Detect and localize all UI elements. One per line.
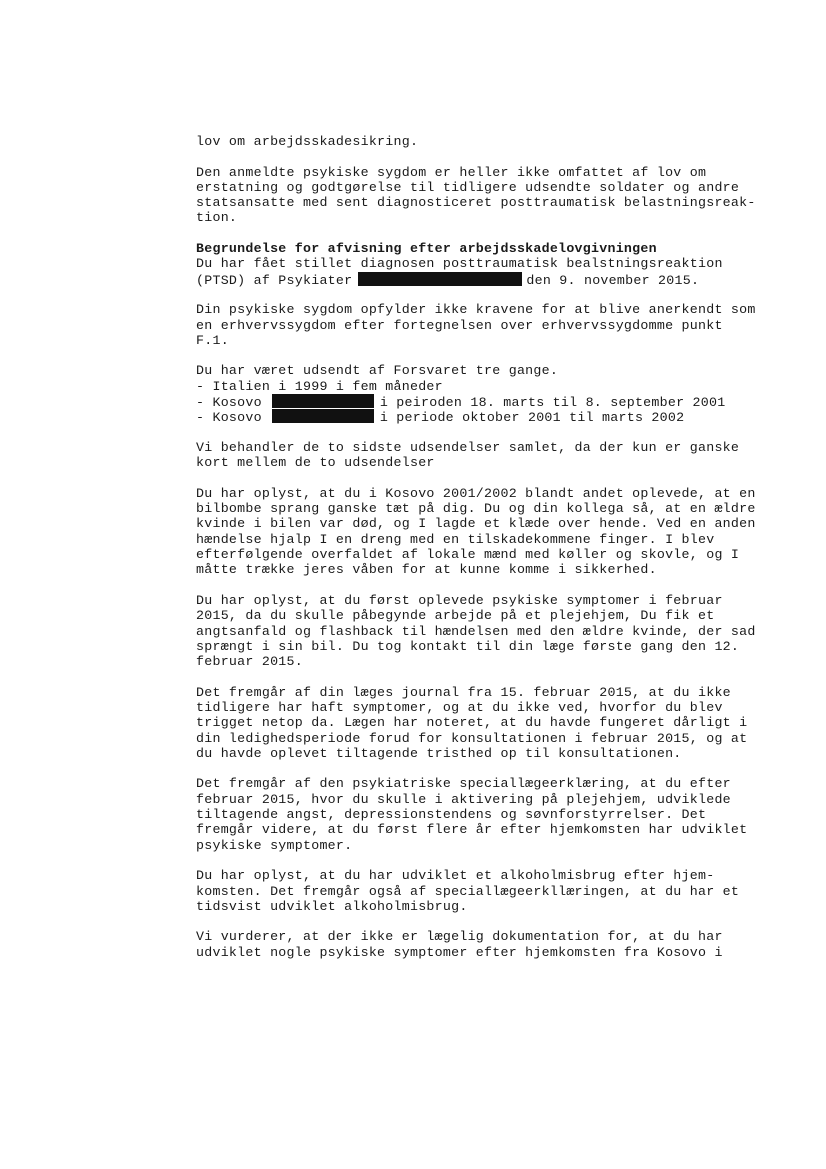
paragraph-events: Du har oplyst, at du i Kosovo 2001/2002 blandt andet oplevede, at en bilbombe sprang ganske tæt på dig. Du og din kollega så, at en ældre kvinde i bilen var død, og I lagde et klæde over hende. Ved en anden hændelse hjalp I en dreng med en tilskadekommene finger. I blev efterfølgende overfaldet af lokale mænd med køller og skovle, og I måtte trække jeres våben for at kunne komme i sikkerhed.	[196, 485, 756, 578]
section-heading: Begrundelse for afvisning efter arbejdsskadelovgivningen	[196, 241, 657, 257]
paragraph-alcohol: Du har oplyst, at du har udviklet et alkoholmisbrug efter hjem- komsten. Det fremgår også af speciallægeerkllæringen, at du har et tidsvist udviklet alkoholmisbrug.	[196, 868, 740, 914]
paragraph-doctor-journal: Det fremgår af din læges journal fra 15. februar 2015, at du ikke tidligere har haft symptomer, og at du ikke ved, hvorfor du blev trigget netop da. Lægen har noteret, at du havde fungeret dårligt i din ledighedsperiode forud for konsultationen i februar 2015, og at du havde oplevet tiltagende tristhed op til konsultationen.	[196, 684, 748, 761]
redaction-block	[272, 409, 374, 423]
paragraph-diagnosis: Du har fået stillet diagnosen posttraumatisk bealstningsreaktion (PTSD) af Psykiater den 9. november 2015.	[196, 256, 723, 288]
paragraph-soldier-law: Den anmeldte psykiske sygdom er heller ikke omfattet af lov om erstatning og godtgørelse til tidligere udsendte soldater og andre statsansatte med sent diagnosticeret posttraumatisk belastningsreak- tion.	[196, 164, 756, 226]
intro-line: lov om arbejdsskadesikring.	[196, 134, 419, 149]
paragraph-combined-deployments: Vi behandler de to sidste udsendelser samlet, da der kun er ganske kort mellem de to udsendelser	[196, 439, 740, 471]
paragraph-deployments: Du har været udsendt af Forsvaret tre gange. - Italien i 1999 i fem måneder - Kosovo i peiroden 18. marts til 8. september 2001 - Kosovo i periode oktober 2001 til marts 2002	[196, 363, 776, 424]
redaction-block	[272, 394, 374, 408]
paragraph-disease-list: Din psykiske sygdom opfylder ikke kravene for at blive anerkendt som en erhvervssygdom efter fortegnelsen over erhvervssygdomme punkt F.1.	[196, 302, 756, 348]
paragraph-symptoms: Du har oplyst, at du først oplevede psykiske symptomer i februar 2015, da du skulle påbegynde arbejde på et plejehjem, Du fik et angtsanfald og flashback til hændelsen med den ældre kvinde, der sad sprængt i sin bil. Du tog kontakt til din læge første gang den 12. februar 2015.	[196, 592, 756, 670]
paragraph-assessment: Vi vurderer, at der ikke er lægelig dokumentation for, at du har udviklet nogle psykiske symptomer efter hjemkomsten fra Kosovo i	[196, 929, 723, 960]
deployment-item: - Kosovo i peiroden 18. marts til 8. september 2001	[196, 395, 726, 411]
letter-body	[196, 134, 776, 960]
redaction-block	[358, 272, 522, 286]
deployment-item: - Kosovo i periode oktober 2001 til marts 2002	[196, 410, 685, 426]
deployment-item: - Italien i 1999 i fem måneder	[196, 378, 443, 394]
paragraph-specialist-statement: Det fremgår af den psykiatriske speciallægeerklæring, at du efter februar 2015, hvor du skulle i aktivering på plejehjem, udviklede tiltagende angst, depressionstendens og søvnforstyrrelser. Det fremgår videre, at du først flere år efter hjemkomsten har udviklet psykiske symptomer.	[196, 776, 748, 853]
